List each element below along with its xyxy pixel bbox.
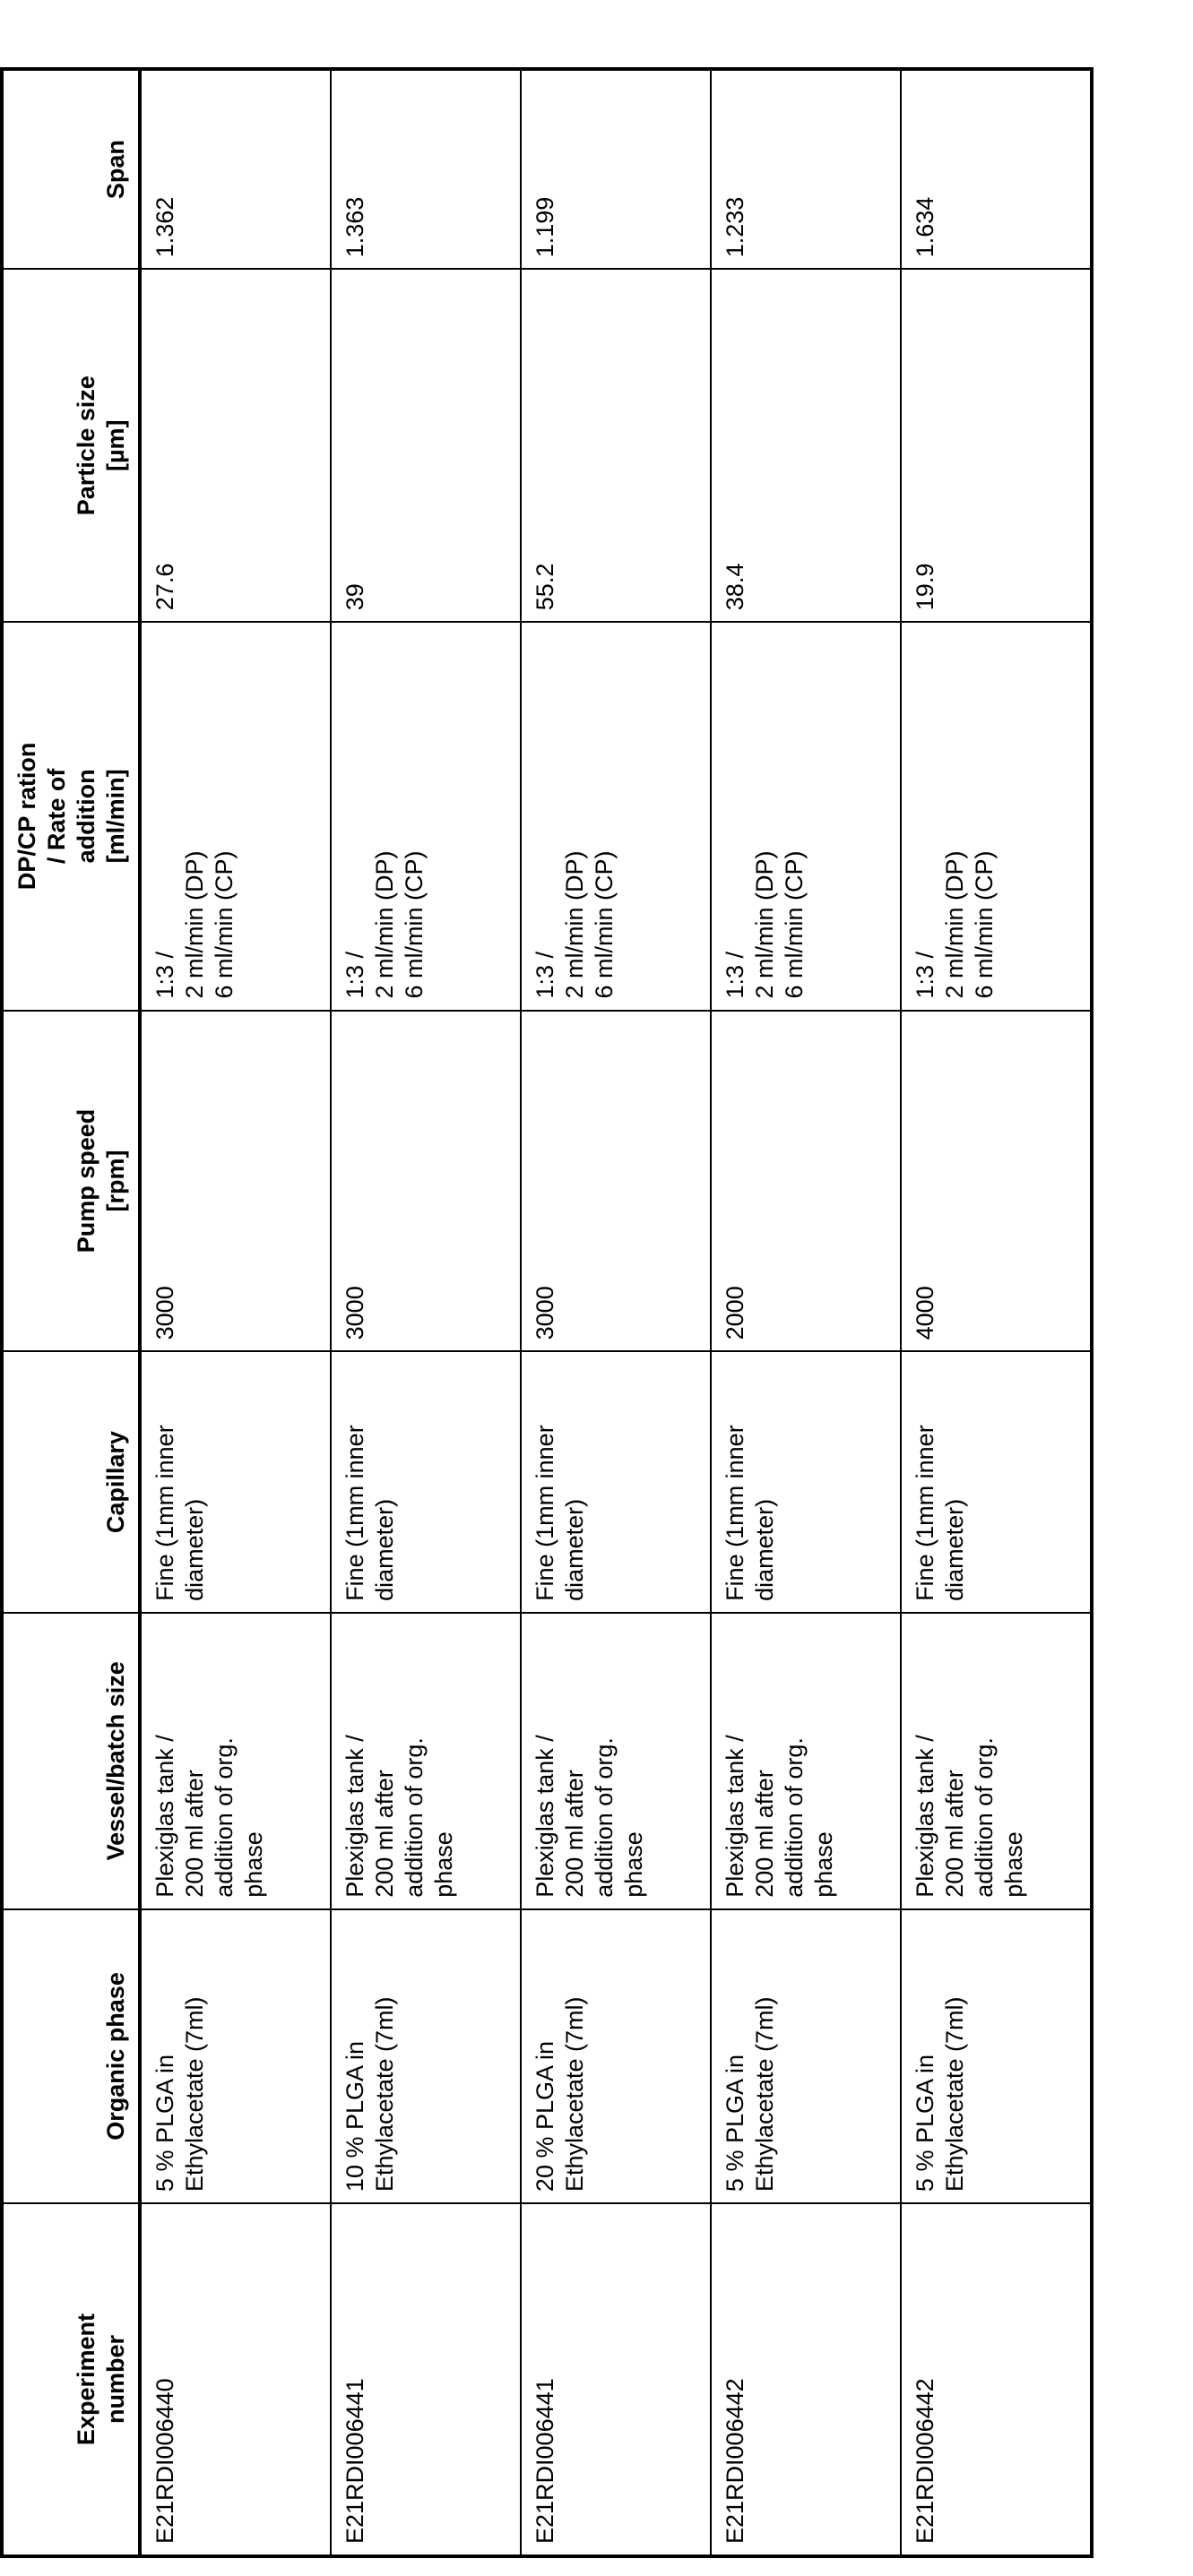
cell-particle-size: 39: [331, 269, 521, 622]
experiment-parameters-table: [0, 67, 1094, 2558]
cell-particle-size: 19.9: [901, 269, 1092, 622]
cell-pump-speed: 3000: [331, 1011, 521, 1352]
cell-organic-phase: 10 % PLGA in Ethylacetate (7ml): [331, 1909, 521, 2203]
cell-organic-phase: 5 % PLGA in Ethylacetate (7ml): [140, 1909, 331, 2203]
column-header-particle-size: Particle size [µm]: [2, 269, 140, 622]
cell-span: 1.362: [140, 69, 331, 269]
column-header-pump-speed: Pump speed [rpm]: [2, 1011, 140, 1352]
cell-capillary: Fine (1mm inner diameter): [901, 1351, 1092, 1613]
cell-capillary: Fine (1mm inner diameter): [711, 1351, 901, 1613]
table-body: [140, 69, 1092, 2556]
cell-organic-phase: 5 % PLGA in Ethylacetate (7ml): [901, 1909, 1092, 2203]
cell-dp-cp-ratio: 1:3 / 2 ml/min (DP) 6 ml/min (CP): [711, 622, 901, 1010]
column-header-organic-phase: Organic phase: [2, 1909, 140, 2203]
cell-pump-speed: 3000: [140, 1011, 331, 1352]
table-header: [2, 69, 140, 2556]
cell-dp-cp-ratio: 1:3 / 2 ml/min (DP) 6 ml/min (CP): [521, 622, 711, 1010]
cell-vessel-batch-size: Plexiglas tank / 200 ml after addition of org. phase: [140, 1613, 331, 1909]
column-header-capillary: Capillary: [2, 1351, 140, 1613]
cell-organic-phase: 20 % PLGA in Ethylacetate (7ml): [521, 1909, 711, 2203]
table-row: [331, 69, 521, 2556]
table-row: [521, 69, 711, 2556]
cell-experiment-number: E21RDI006441: [521, 2203, 711, 2556]
cell-vessel-batch-size: Plexiglas tank / 200 ml after addition of org. phase: [521, 1613, 711, 1909]
cell-capillary: Fine (1mm inner diameter): [331, 1351, 521, 1613]
cell-vessel-batch-size: Plexiglas tank / 200 ml after addition of org. phase: [901, 1613, 1092, 1909]
cell-span: 1.634: [901, 69, 1092, 269]
cell-particle-size: 38.4: [711, 269, 901, 622]
table-row: [901, 69, 1092, 2556]
cell-organic-phase: 5 % PLGA in Ethylacetate (7ml): [711, 1909, 901, 2203]
cell-capillary: Fine (1mm inner diameter): [521, 1351, 711, 1613]
cell-pump-speed: 4000: [901, 1011, 1092, 1352]
cell-experiment-number: E21RDI006442: [901, 2203, 1092, 2556]
column-header-dp-cp-ratio: DP/CP ration / Rate of addition [ml/min]: [2, 622, 140, 1010]
column-header-vessel-batch-size: Vessel/batch size: [2, 1613, 140, 1909]
cell-experiment-number: E21RDI006440: [140, 2203, 331, 2556]
cell-vessel-batch-size: Plexiglas tank / 200 ml after addition of org. phase: [711, 1613, 901, 1909]
cell-dp-cp-ratio: 1:3 / 2 ml/min (DP) 6 ml/min (CP): [331, 622, 521, 1010]
cell-span: 1.233: [711, 69, 901, 269]
cell-span: 1.199: [521, 69, 711, 269]
table-row: [711, 69, 901, 2556]
cell-experiment-number: E21RDI006441: [331, 2203, 521, 2556]
cell-span: 1.363: [331, 69, 521, 269]
cell-dp-cp-ratio: 1:3 / 2 ml/min (DP) 6 ml/min (CP): [901, 622, 1092, 1010]
cell-pump-speed: 3000: [521, 1011, 711, 1352]
cell-particle-size: 55.2: [521, 269, 711, 622]
table-row: [140, 69, 331, 2556]
column-header-experiment-number: Experiment number: [2, 2203, 140, 2556]
cell-dp-cp-ratio: 1:3 / 2 ml/min (DP) 6 ml/min (CP): [140, 622, 331, 1010]
cell-vessel-batch-size: Plexiglas tank / 200 ml after addition of org. phase: [331, 1613, 521, 1909]
cell-particle-size: 27.6: [140, 269, 331, 622]
cell-experiment-number: E21RDI006442: [711, 2203, 901, 2556]
cell-capillary: Fine (1mm inner diameter): [140, 1351, 331, 1613]
cell-pump-speed: 2000: [711, 1011, 901, 1352]
column-header-span: Span: [2, 69, 140, 269]
table-header-row: [2, 69, 140, 2556]
